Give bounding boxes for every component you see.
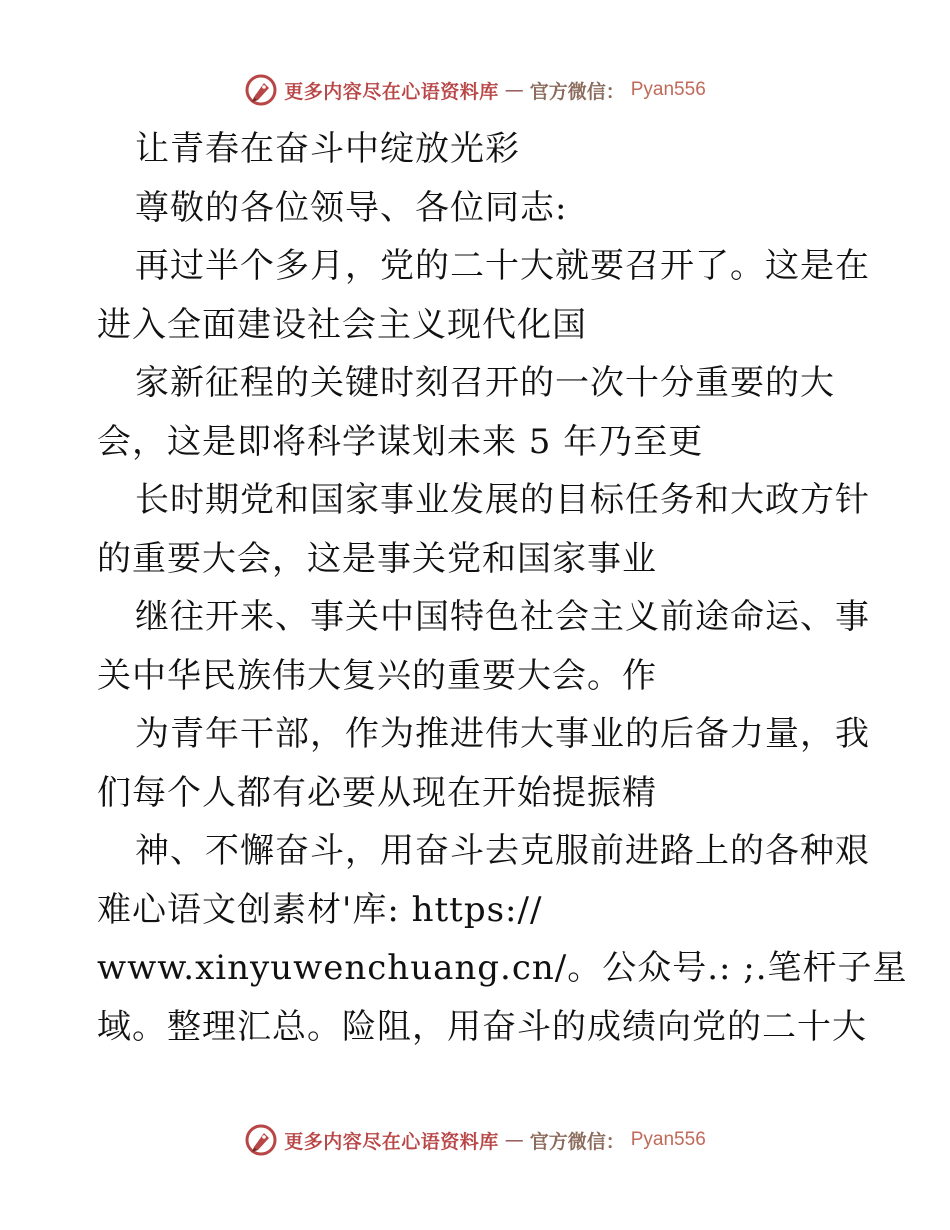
body-line: 会，这是即将科学谋划未来 5 年乃至更 [97, 421, 704, 462]
pen-nib-logo-icon [244, 73, 278, 107]
body-line: 域。整理汇总。险阻，用奋斗的成绩向党的二十大 [97, 1006, 867, 1047]
banner-separator: — [504, 79, 524, 101]
body-line: 家新征程的关键时刻召开的一次十分重要的大 [135, 363, 835, 403]
body-line: 继往开来、事关中国特色社会主义前途命运、事 [135, 597, 870, 637]
footer-banner [0, 1120, 950, 1160]
site-slogan: 更多内容尽在心语资料库 [284, 80, 499, 103]
document-title: 让青春在奋斗中绽放光彩 [135, 129, 520, 169]
body-line: 们每个人都有必要从现在开始提振精 [97, 772, 657, 813]
body-line: 关中华民族伟大复兴的重要大会。作 [97, 655, 657, 696]
body-line: 的重要大会，这是事关党和国家事业 [97, 538, 657, 579]
body-line: 难心语文创素材'库: https:// [97, 889, 543, 930]
wechat-label: 官方微信： [529, 80, 625, 103]
salutation: 尊敬的各位领导、各位同志: [135, 187, 568, 228]
wechat-id: Pyan556 [630, 1129, 706, 1150]
document-body [97, 120, 908, 1056]
header-banner [0, 70, 950, 110]
banner-separator: — [504, 1129, 524, 1151]
body-line: 长时期党和国家事业发展的目标任务和大政方针 [135, 480, 870, 520]
body-line: 为青年干部，作为推进伟大事业的后备力量，我 [135, 714, 870, 754]
pen-nib-logo-icon [244, 1123, 278, 1157]
wechat-id: Pyan556 [630, 79, 706, 100]
body-line: www.xinyuwenchuang.cn/。公众号.: ;.笔杆子星 [97, 948, 908, 988]
body-line: 再过半个多月，党的二十大就要召开了。这是在 [135, 246, 870, 286]
body-line: 进入全面建设社会主义现代化国 [97, 304, 587, 345]
wechat-label: 官方微信： [529, 1130, 625, 1153]
body-line: 神、不懈奋斗，用奋斗去克服前进路上的各种艰 [135, 831, 870, 871]
site-slogan: 更多内容尽在心语资料库 [284, 1130, 499, 1153]
